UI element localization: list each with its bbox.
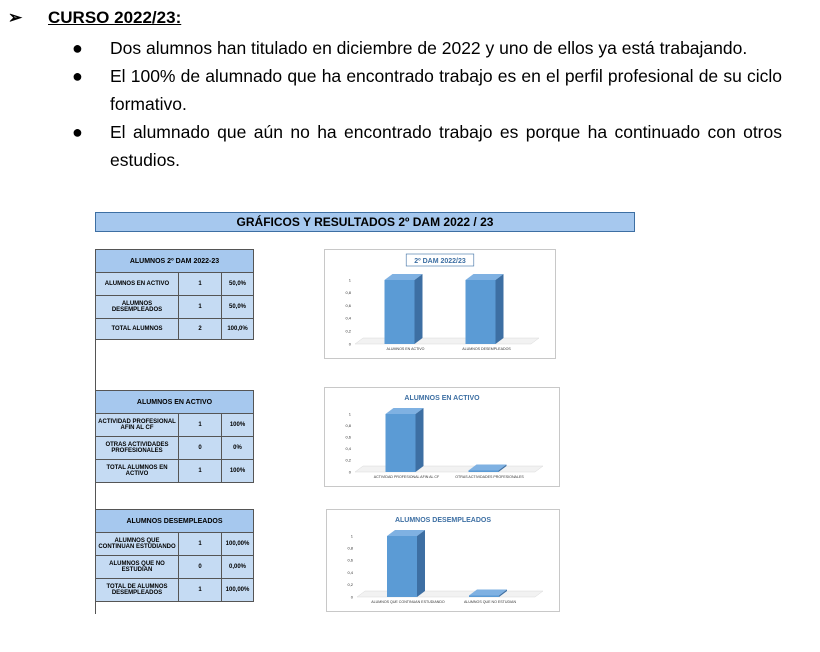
list-item <box>70 118 782 174</box>
bar <box>387 536 417 597</box>
chart-floor <box>357 591 543 597</box>
row-label: TOTAL ALUMNOS <box>96 319 179 340</box>
row-percent: 50,0% <box>222 296 254 319</box>
y-tick-label: 1 <box>348 277 351 283</box>
y-tick-label: 0,6 <box>345 302 351 308</box>
row-count: 0 <box>179 556 222 579</box>
y-tick-label: 0,6 <box>347 557 353 563</box>
table-row <box>96 319 254 340</box>
y-tick-label: 0 <box>348 341 351 347</box>
row-percent: 100,00% <box>222 533 254 556</box>
chart-summary <box>324 249 556 359</box>
x-category-label: ACTIVIDAD PROFESIONAL AFIN AL CF <box>373 475 440 479</box>
chart-title: ALUMNOS EN ACTIVO <box>404 395 480 402</box>
bullet-dot-icon: ● <box>72 38 83 58</box>
row-count: 0 <box>179 437 222 460</box>
chart-floor <box>355 466 543 472</box>
bar <box>466 280 496 344</box>
table-header: ALUMNOS 2º DAM 2022-23 <box>96 250 254 273</box>
row-percent: 100% <box>222 414 254 437</box>
row-label: ALUMNOS QUE CONTINUAN ESTUDIANDO <box>96 533 179 556</box>
y-tick-label: 0 <box>350 594 353 600</box>
row-percent: 100,0% <box>222 319 254 340</box>
chart-unemployed <box>326 509 560 612</box>
bullet-list <box>70 34 782 174</box>
x-category-label: ALUMNOS DESEMPLEADOS <box>462 347 511 351</box>
y-tick-label: 0 <box>348 469 351 475</box>
y-tick-label: 0,4 <box>345 446 351 452</box>
bar <box>386 414 416 472</box>
results-banner: GRÁFICOS Y RESULTADOS 2º DAM 2022 / 23 <box>95 212 635 232</box>
list-item <box>70 62 782 118</box>
table-row <box>96 460 254 483</box>
table-header: ALUMNOS DESEMPLEADOS <box>96 510 254 533</box>
row-label: ALUMNOS QUE NO ESTUDIAN <box>96 556 179 579</box>
table-header: ALUMNOS EN ACTIVO <box>96 391 254 414</box>
y-tick-label: 0,8 <box>345 422 351 428</box>
x-category-label: OTRAS ACTIVIDADES PROFESIONALES <box>455 475 524 479</box>
unemployed-students-table <box>95 509 254 602</box>
row-count: 1 <box>179 273 222 296</box>
y-tick-label: 0,2 <box>347 582 353 588</box>
row-label: OTRAS ACTIVIDADES PROFESIONALES <box>96 437 179 460</box>
section-heading <box>8 8 181 28</box>
bar-chart-summary <box>325 250 555 358</box>
x-category-label: ALUMNOS QUE CONTINUAN ESTUDIANDO <box>371 600 445 604</box>
bar-side <box>417 530 425 597</box>
row-percent: 100% <box>222 460 254 483</box>
row-percent: 50,0% <box>222 273 254 296</box>
y-tick-label: 1 <box>348 411 351 417</box>
y-tick-label: 0,8 <box>347 545 353 551</box>
y-tick-label: 0,2 <box>345 328 351 334</box>
bar-chart-unemployed <box>327 510 559 611</box>
chart-title: 2º DAM 2022/23 <box>414 258 466 265</box>
chart-floor <box>355 338 539 344</box>
row-percent: 0% <box>222 437 254 460</box>
row-count: 1 <box>179 296 222 319</box>
chart-title: ALUMNOS DESEMPLEADOS <box>394 517 492 524</box>
row-percent: 100,00% <box>222 579 254 602</box>
x-category-label: ALUMNOS EN ACTIVO <box>386 347 425 351</box>
section-title: CURSO 2022/23: <box>48 8 182 27</box>
table-row <box>96 414 254 437</box>
table-row <box>96 533 254 556</box>
table-row <box>96 556 254 579</box>
row-count: 2 <box>179 319 222 340</box>
row-count: 1 <box>179 460 222 483</box>
row-count: 1 <box>179 414 222 437</box>
y-tick-label: 0,4 <box>347 569 353 575</box>
bar <box>469 471 499 473</box>
chart-active <box>324 387 560 487</box>
y-tick-label: 1 <box>350 533 353 539</box>
bar-side <box>496 274 504 344</box>
bullet-text: Dos alumnos han titulado en diciembre de 2022 y uno de ellos ya está trabajando. <box>110 38 748 58</box>
divider-line <box>95 482 96 510</box>
table-row <box>96 437 254 460</box>
row-count: 1 <box>179 533 222 556</box>
row-label: ALUMNOS EN ACTIVO <box>96 273 179 296</box>
row-count: 1 <box>179 579 222 602</box>
bar <box>469 596 499 598</box>
bullet-dot-icon: ● <box>72 66 83 86</box>
bullet-text: El alumnado que aún no ha encontrado trabajo es porque ha continuado con otros estudios. <box>110 122 782 170</box>
list-item <box>70 34 782 62</box>
divider-line <box>95 600 96 614</box>
row-label: TOTAL ALUMNOS EN ACTIVO <box>96 460 179 483</box>
table-row <box>96 273 254 296</box>
x-category-label: ALUMNOS QUE NO ESTUDIAN <box>463 600 517 604</box>
bullet-dot-icon: ● <box>72 122 83 142</box>
row-label: ALUMNOS DESEMPLEADOS <box>96 296 179 319</box>
bar-side <box>415 274 423 344</box>
row-label: TOTAL DE ALUMNOS DESEMPLEADOS <box>96 579 179 602</box>
bullet-text: El 100% de alumnado que ha encontrado trabajo es en el perfil profesional de su ciclo formativo. <box>110 66 782 114</box>
y-tick-label: 0,6 <box>345 434 351 440</box>
y-tick-label: 0,4 <box>345 315 351 321</box>
bar <box>385 280 415 344</box>
row-label: ACTIVIDAD PROFESIONAL AFIN AL CF <box>96 414 179 437</box>
table-row <box>96 296 254 319</box>
bar-chart-active <box>325 388 559 486</box>
arrow-bullet-icon: ➢ <box>8 8 23 27</box>
row-percent: 0,00% <box>222 556 254 579</box>
summary-table <box>95 249 254 340</box>
y-tick-label: 0,2 <box>345 457 351 463</box>
active-students-table <box>95 390 254 483</box>
table-row <box>96 579 254 602</box>
bar-side <box>416 408 424 472</box>
y-tick-label: 0,8 <box>345 290 351 296</box>
